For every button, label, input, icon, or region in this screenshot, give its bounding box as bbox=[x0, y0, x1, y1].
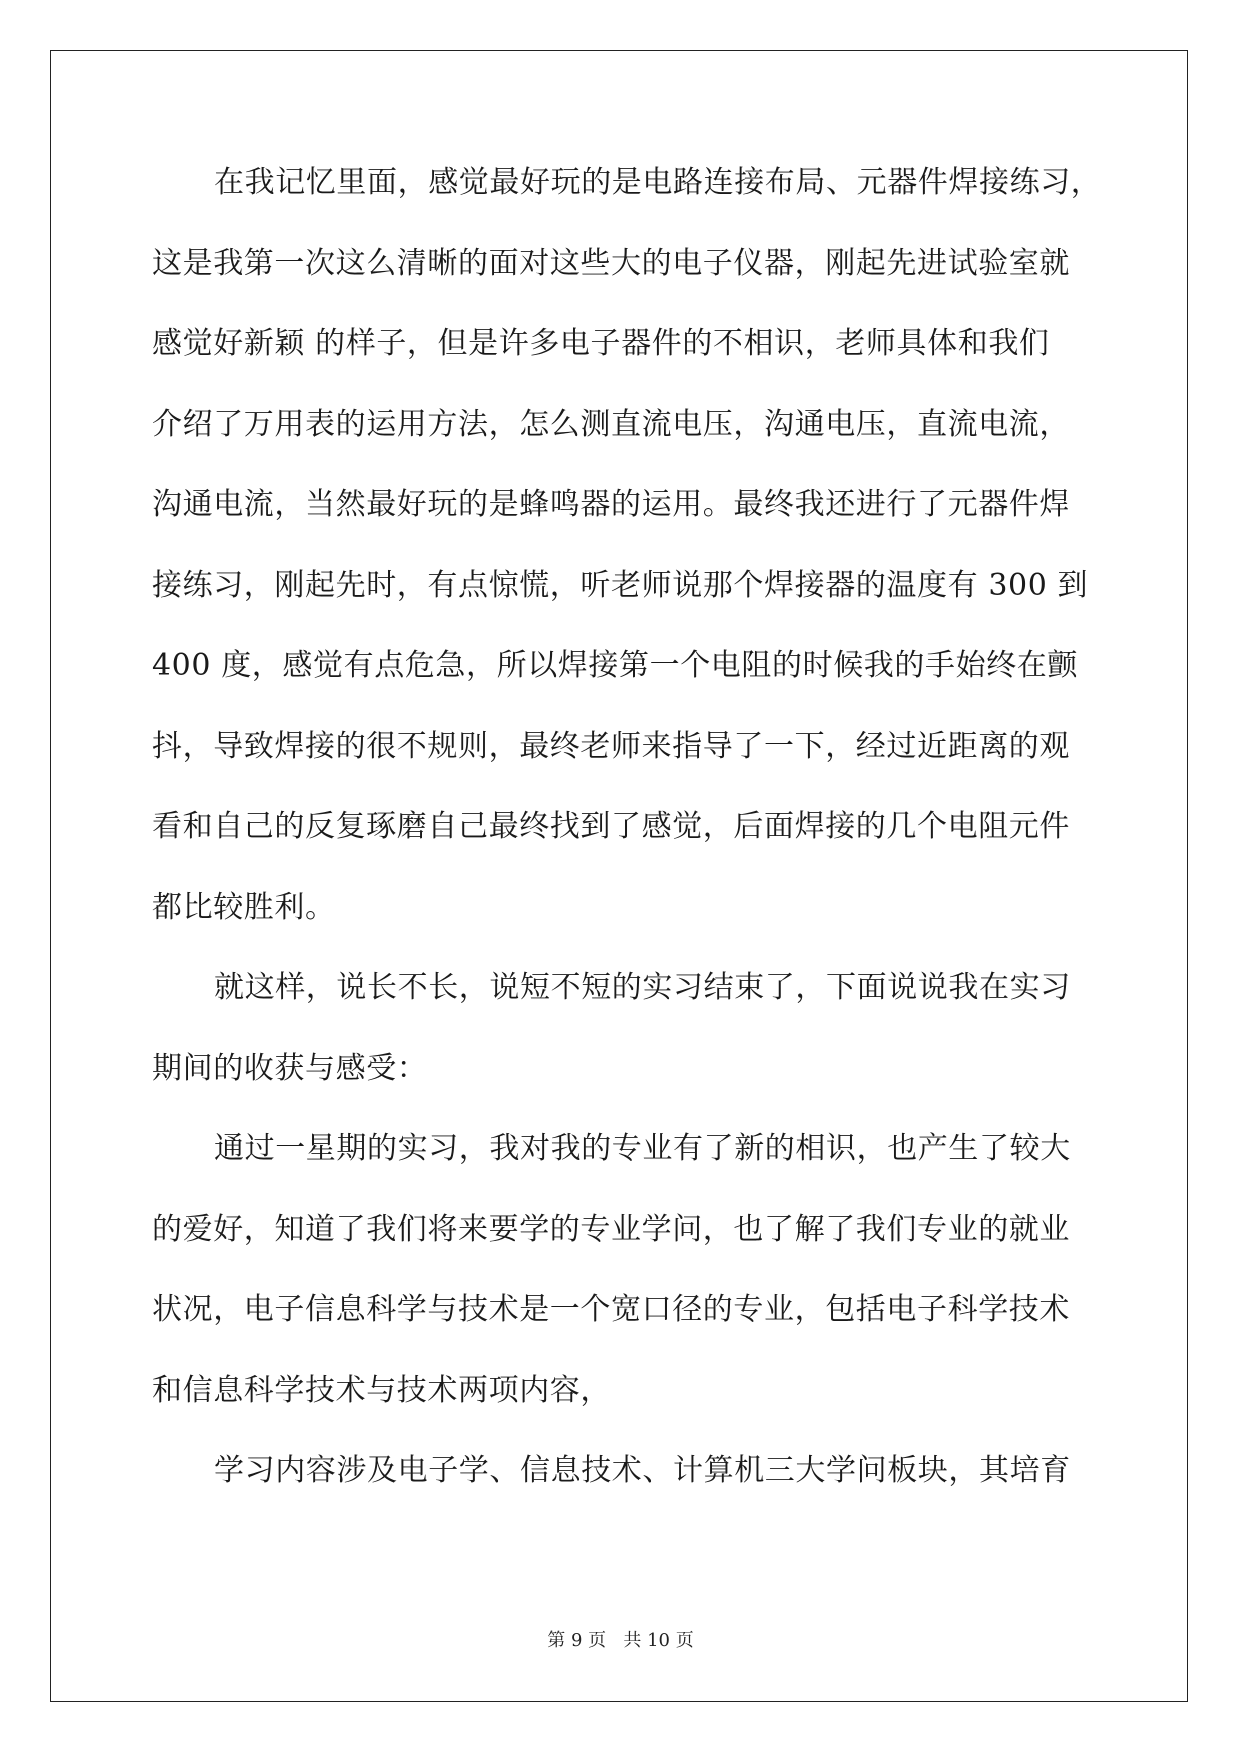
text-line: 感觉好新颖 的样子，但是许多电子器件的不相识，老师具体和我们 bbox=[152, 326, 1050, 361]
text-line: 状况，电子信息科学与技术是一个宽口径的专业，包括电子科学技术 bbox=[152, 1292, 1070, 1327]
text-line: 期间的收获与感受： bbox=[152, 1050, 428, 1086]
page-footer bbox=[0, 1629, 1241, 1653]
text-line: 的爱好，知道了我们将来要学的专业学问，也了解了我们专业的就业 bbox=[152, 1211, 1070, 1247]
paragraph bbox=[152, 1451, 1092, 1532]
text-line: 通过一星期的实习，我对我的专业有了新的相识，也产生了较大 bbox=[214, 1131, 1071, 1166]
paragraph bbox=[152, 1129, 1092, 1451]
paragraph bbox=[152, 968, 1092, 1129]
text-line: 抖，导致焊接的很不规则，最终老师来指导了一下，经过近距离的观 bbox=[152, 728, 1070, 764]
text-line: 和信息科学技术与技术两项内容， bbox=[152, 1372, 611, 1408]
text-line: 在我记忆里面，感觉最好玩的是电路连接布局、元器件焊接练习， bbox=[214, 165, 1102, 200]
text-line: 都比较胜利。 bbox=[152, 889, 336, 925]
text-line: 介绍了万用表的运用方法，怎么测直流电压，沟通电压，直流电流， bbox=[152, 406, 1070, 442]
text-line: 学习内容涉及电子学、信息技术、计算机三大学问板块，其培育 bbox=[214, 1453, 1071, 1488]
text-line: 就这样，说长不长，说短不短的实习结束了，下面说说我在实习 bbox=[214, 970, 1071, 1005]
text-line: 这是我第一次这么清晰的面对这些大的电子仪器，刚起先进试验室就 bbox=[152, 245, 1070, 281]
page-number: 第 9 页 共 10 页 bbox=[547, 1630, 694, 1651]
paragraph bbox=[152, 163, 1102, 968]
text-line: 接练习，刚起先时，有点惊慌，听老师说那个焊接器的温度有 300 到 bbox=[152, 567, 1089, 603]
document-body bbox=[152, 163, 1102, 1532]
text-line: 400 度，感觉有点危急，所以焊接第一个电阻的时候我的手始终在颤 bbox=[152, 648, 1078, 683]
text-line: 看和自己的反复琢磨自己最终找到了感觉，后面焊接的几个电阻元件 bbox=[152, 809, 1070, 844]
text-line: 沟通电流，当然最好玩的是蜂鸣器的运用。最终我还进行了元器件焊 bbox=[152, 487, 1070, 522]
